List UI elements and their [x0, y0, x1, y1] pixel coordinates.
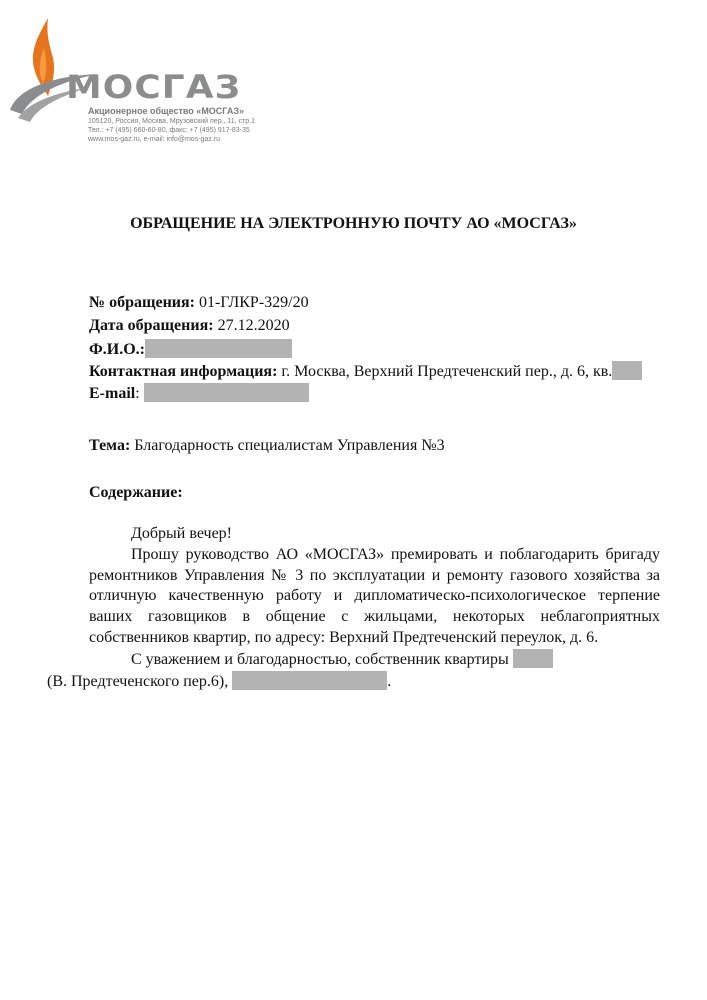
redacted-email [144, 383, 309, 402]
main-paragraph: Прошу руководство АО «МОСГАЗ» премировать и поблагодарить бригаду ремонтников Управления № 3 по эксплуатации и ремонту газового хозяйства за отличную качественную работу и дипломатическо-психологическое терпение ваших газовщиков в общение с жильцами, некоторых неблагоприятных собственников квартир, по адресу: Верхний Предтеченский переулок, д. 6. [89, 545, 660, 646]
topic-label: Тема: [89, 437, 131, 454]
redacted-fio [145, 339, 292, 358]
request-date-line [89, 316, 290, 336]
closing-paragraph [47, 649, 660, 693]
fio-line [89, 339, 292, 360]
logo-wordmark: МОСГАЗ [66, 68, 242, 106]
document-title: ОБРАЩЕНИЕ НА ЭЛЕКТРОННУЮ ПОЧТУ АО «МОСГАЗ» [130, 215, 577, 232]
fio-label: Ф.И.О.: [89, 341, 145, 358]
contact-value: г. Москва, Верхний Предтеченский пер., д. 6, кв. [277, 363, 613, 380]
email-label: E-mail [89, 385, 136, 402]
greeting: Добрый вечер! [131, 525, 233, 542]
request-date-value: 27.12.2020 [213, 317, 290, 334]
company-address: 105120, Россия, Москва, Мрузовский пер., 11, стр.1 [88, 118, 256, 125]
content-label: Содержание: [89, 484, 183, 501]
request-number-value: 01-ГЛКР-329/20 [195, 294, 309, 311]
redacted-apartment [612, 361, 642, 380]
topic-line [89, 436, 445, 456]
company-web: www.mos-gaz.ru, e-mail: info@mos-gaz.ru [88, 136, 220, 143]
logo-contact-info [88, 106, 255, 144]
mosgaz-logo [8, 18, 258, 143]
closing-text: С уважением и благодарностью, собственник квартиры [131, 650, 509, 668]
contact-line [89, 361, 642, 382]
redacted-signature-name [232, 671, 387, 690]
redacted-apartment-number [513, 649, 553, 668]
letter-body [47, 524, 660, 692]
topic-value: Благодарность специалистам Управления №3 [130, 437, 445, 454]
request-date-label: Дата обращения: [89, 317, 214, 334]
contact-label: Контактная информация: [89, 363, 278, 380]
closing-period: . [387, 672, 392, 690]
email-line [89, 383, 309, 404]
company-phone: Тел.: +7 (495) 660-60-80, факс: +7 (495) 917-83-35 [88, 127, 250, 134]
closing-address: (В. Предтеченского пер.6), [47, 672, 229, 690]
request-number-label: № обращения: [89, 294, 196, 311]
email-colon: : [135, 385, 140, 402]
request-number-line [89, 293, 309, 313]
company-name: Акционерное общество «МОСГАЗ» [88, 106, 244, 116]
